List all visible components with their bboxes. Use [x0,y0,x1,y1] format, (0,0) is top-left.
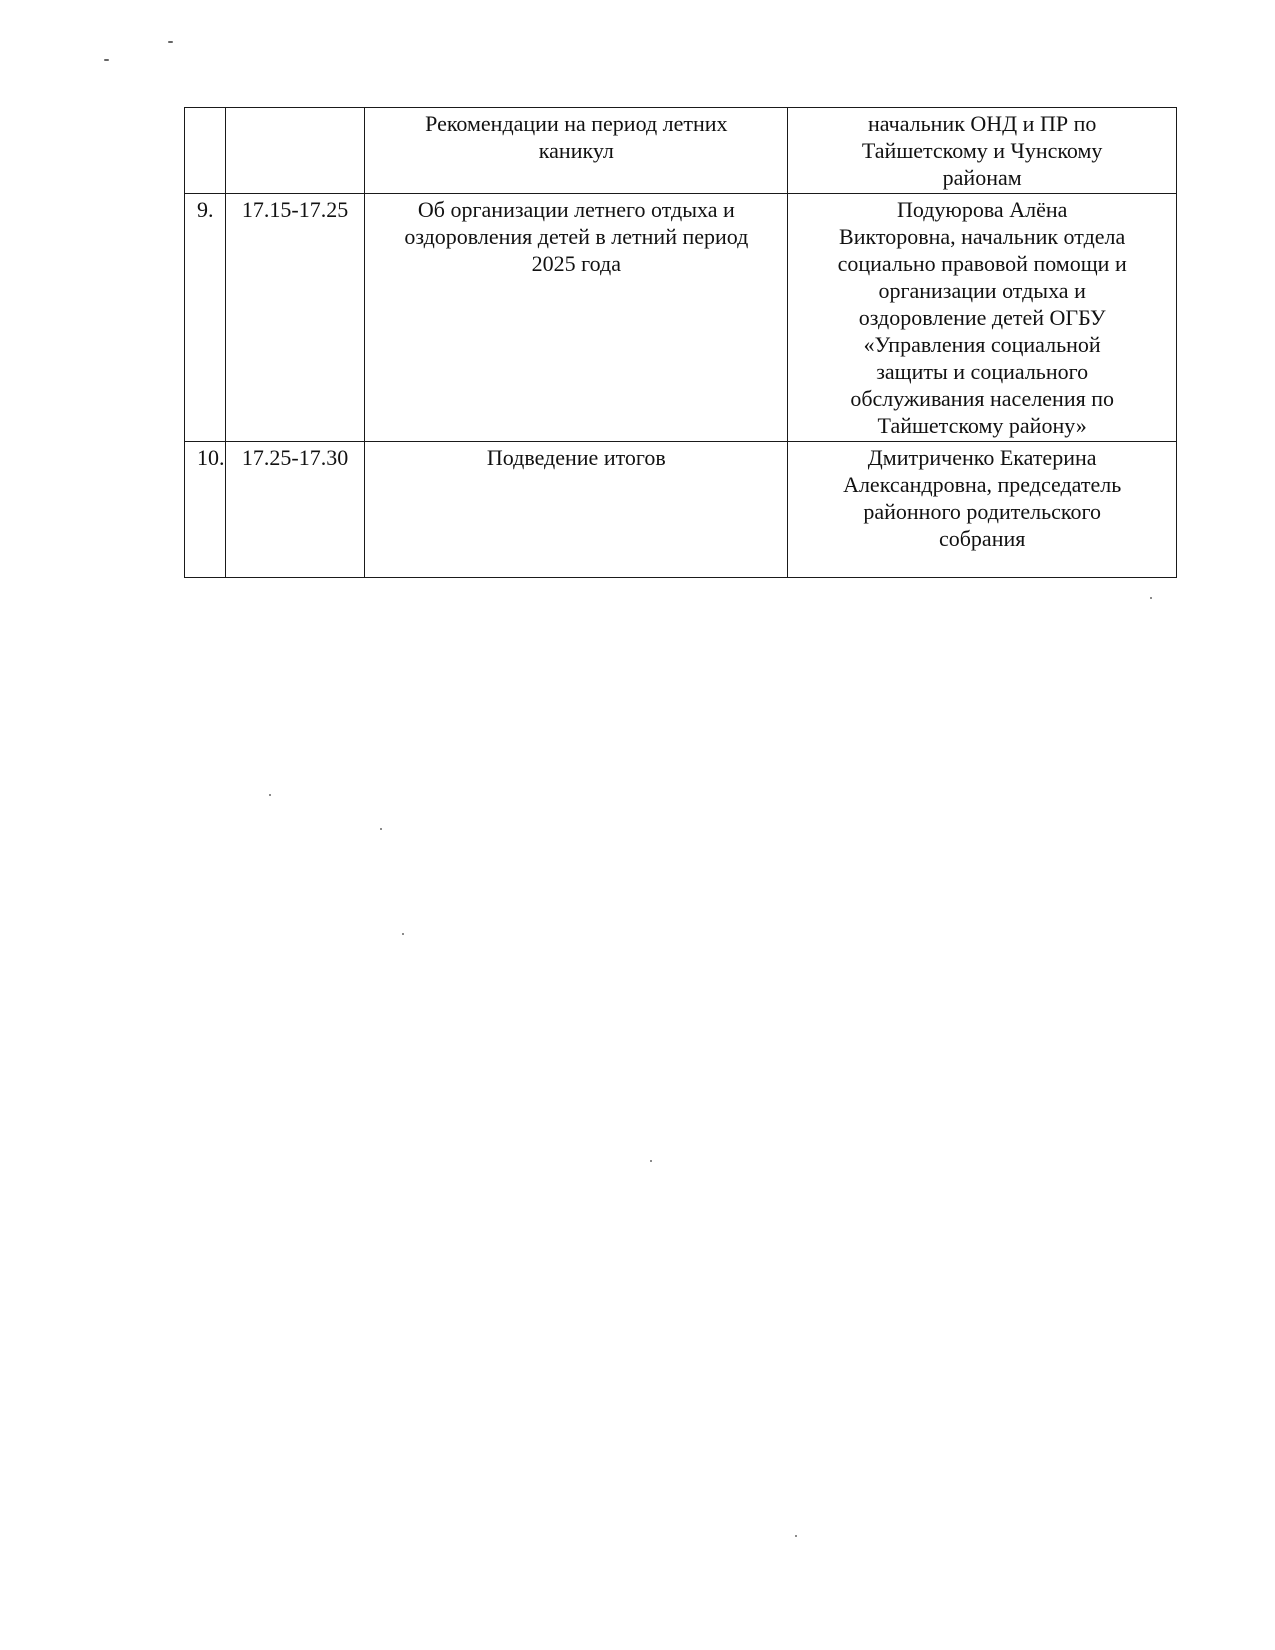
scan-speck [795,1535,797,1537]
speaker-cell [788,194,1177,442]
scan-speck [104,59,109,61]
topic-line: Подведение итогов [486,445,666,470]
speaker-line: Тайшетскому и Чунскому [861,138,1103,163]
time-cell: 17.25-17.30 [225,442,365,578]
speaker-line: районного родительского [863,499,1101,524]
item-number-cell: 10. [185,442,226,578]
time-cell [225,108,365,194]
speaker-cell [788,442,1177,578]
topic-line: Рекомендации на период летних [425,111,728,136]
item-number-cell: 9. [185,194,226,442]
topic-line: 2025 года [531,251,621,276]
speaker-line: собрания [938,526,1026,551]
speaker-line: социально правовой помощи и [837,251,1127,276]
table-row [185,442,1177,578]
speaker-line: обслуживания населения по [850,386,1114,411]
topic-line: каникул [538,138,614,163]
speaker-line: оздоровление детей ОГБУ [858,305,1106,330]
scan-speck [269,794,271,796]
agenda-table [184,107,1177,578]
speaker-line: Викторовна, начальник отдела [839,224,1126,249]
speaker-line: Подуюрова Алёна [896,197,1068,222]
speaker-line: организации отдыха и [878,278,1086,303]
item-number-cell [185,108,226,194]
scan-speck [650,1160,652,1162]
scan-speck [380,828,382,830]
topic-line: оздоровления детей в летний период [404,224,749,249]
table-row [185,194,1177,442]
speaker-line: защиты и социального [876,359,1089,384]
table-row [185,108,1177,194]
topic-cell [365,108,788,194]
topic-line: Об организации летнего отдыха и [417,197,735,222]
scan-speck [1150,597,1152,599]
speaker-line: районам [942,165,1022,190]
topic-cell [365,194,788,442]
speaker-cell [788,108,1177,194]
topic-cell [365,442,788,578]
speaker-line: начальник ОНД и ПР по [867,111,1097,136]
speaker-line: Дмитриченко Екатерина [867,445,1097,470]
time-cell: 17.15-17.25 [225,194,365,442]
speaker-line: Александровна, председатель [843,472,1122,497]
scan-speck [168,41,173,43]
speaker-line: «Управления социальной [863,332,1101,357]
scan-speck [402,933,404,935]
speaker-line: Тайшетскому району» [877,413,1087,438]
